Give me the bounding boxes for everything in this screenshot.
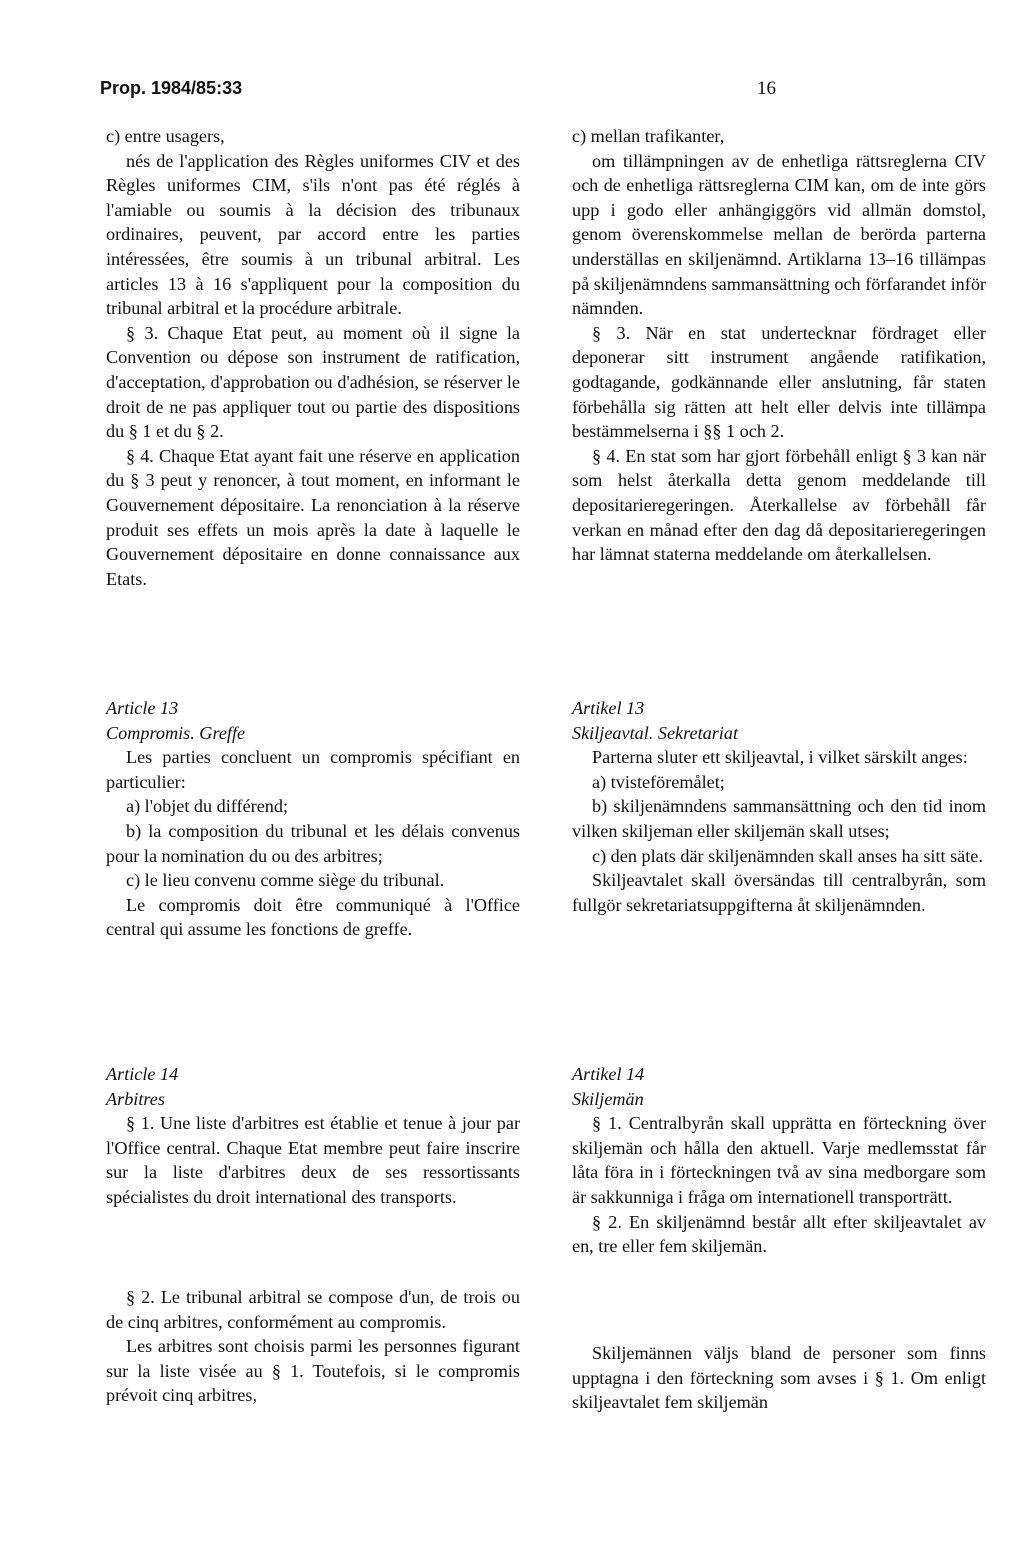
fr-article-13-subheading: Compromis. Greffe [106, 722, 246, 743]
fr-paragraph-s1: § 1. Une liste d'arbitres est établie et tenue à jour par l'Office central. Chaque Etat membre peut faire inscrire sur la liste d'arbitres deux de ses ressortissants spécialistes du droit international des transports. [106, 1113, 520, 1207]
fr-list-item: a) l'objet du différend; [126, 796, 289, 817]
fr-list-item: c) le lieu convenu comme siège du tribunal. [126, 870, 445, 891]
fr-paragraph: nés de l'application des Règles uniformes CIV et des Règles uniformes CIM, s'ils n'ont pas été réglés à l'amiable ou soumis à la décision des tribunaux ordinaires, peuvent, par accord entre les parties intéressées, être soumis à un tribunal arbitral. Les articles 13 à 16 s'appliquent pour la composition du tribunal arbitral et la procédure arbitrale. [106, 150, 520, 319]
fr-paragraph: Les arbitres sont choisis parmi les personnes figurant sur la liste visée au § 1. Toutefois, si le compromis prévoit cinq arbitres, [106, 1336, 520, 1406]
running-header-left: Prop. 1984/85:33 [100, 78, 243, 98]
fr-article-13 [106, 696, 520, 942]
sv-article-14 [572, 1062, 986, 1259]
fr-article-14-cont [106, 1285, 520, 1408]
fr-paragraph-s2: § 2. Le tribunal arbitral se compose d'un, de trois ou de cinq arbitres, conformément au compromis. [106, 1287, 520, 1332]
fr-intro-section [106, 124, 520, 591]
fr-article-14-heading: Article 14 [106, 1064, 179, 1084]
sv-item-c: c) mellan trafikanter, [572, 126, 725, 146]
sv-paragraph: Skiljeavtalet skall översändas till centralbyrån, som fullgör sekretariatsuppgifterna åt skiljenämnden. [572, 870, 986, 915]
fr-article-14-subheading: Arbitres [106, 1088, 165, 1109]
sv-article-13-subheading: Skiljeavtal. Sekretariat [572, 722, 738, 743]
sv-article-13-heading: Artikel 13 [572, 698, 645, 718]
sv-paragraph: om tillämpningen av de enhetliga rättsreglerna CIV och de enhetliga rättsreglerna CIM kan, om de inte görs upp i godo eller anhängiggörs vid allmän domstol, genom överenskommelse mellan de berörda parterna underställas en skiljenämnd. Artiklarna 13–16 tillämpas på skiljenämndens sammansättning och förfarandet inför nämnden. [572, 150, 986, 319]
sv-list-item: b) skiljenämndens sammansättning och den tid inom vilken skiljeman eller skiljemän skall utses; [572, 796, 986, 841]
sv-intro-section [572, 124, 986, 567]
sv-paragraph-s2: § 2. En skiljenämnd består allt efter skiljeavtalet av en, tre eller fem skiljemän. [572, 1211, 986, 1257]
sv-article-14-cont [572, 1341, 986, 1415]
page-number: 16 [757, 78, 776, 99]
sv-paragraph-s1: § 1. Centralbyrån skall upprätta en förteckning över skiljemän och hålla den aktuell. Varje medlemsstat får låta föra in i förteckningen två av sina medborgare som är sakkunniga i fråga om internationell transporträtt. [572, 1113, 986, 1207]
fr-article-13-heading: Article 13 [106, 698, 179, 718]
fr-paragraph-s3: § 3. Chaque Etat peut, au moment où il signe la Convention ou dépose son instrument de ratification, d'acceptation, d'approbation ou d'adhésion, se réserver le droit de ne pas appliquer tout ou partie des dispositions du § 1 et du § 2. [106, 322, 520, 442]
fr-item-c: c) entre usagers, [106, 126, 225, 146]
sv-article-14-subheading: Skiljemän [572, 1088, 644, 1109]
sv-article-14-heading: Artikel 14 [572, 1064, 645, 1084]
sv-paragraph-s3: § 3. När en stat undertecknar fördraget eller deponerar sitt instrument angående ratifikation, godtagande, godkännande eller anslutning, får staten förbehålla sig rätten att helt eller delvis inte tillämpa bestämmelserna i §§ 1 och 2. [572, 322, 986, 442]
fr-paragraph: Le compromis doit être communiqué à l'Office central qui assume les fonctions de greffe. [106, 894, 520, 940]
sv-paragraph: Skiljemännen väljs bland de personer som finns upptagna i den förteckning som avses i § 1. Om enligt skiljeavtalet fem skiljemän [572, 1343, 986, 1413]
fr-article-14 [106, 1062, 520, 1210]
sv-article-13 [572, 696, 986, 917]
sv-list-item: a) tvisteföremålet; [592, 771, 725, 792]
fr-list-item: b) la composition du tribunal et les délais convenus pour la nomination du ou des arbitres; [106, 820, 520, 866]
sv-list-item: c) den plats där skiljenämnden skall anses ha sitt säte. [592, 845, 983, 866]
sv-paragraph: Parterna sluter ett skiljeavtal, i vilket särskilt anges: [592, 747, 968, 768]
sv-paragraph-s4: § 4. En stat som har gjort förbehåll enligt § 3 kan när som helst återkalla detta genom meddelande till depositarieregeringen. Återkallelse av förbehåll får verkan en månad efter den dag då depositarieregeringen har lämnat staterna meddelande om återkallelsen. [572, 445, 986, 565]
fr-paragraph: Les parties concluent un compromis spécifiant en particulier: [106, 747, 520, 792]
fr-paragraph-s4: § 4. Chaque Etat ayant fait une réserve en application du § 3 peut y renoncer, à tout moment, en informant le Gouvernement dépositaire. La renonciation à la réserve produit ses effets un mois après la date à laquelle le Gouvernement dépositaire en donne connaissance aux Etats. [106, 445, 520, 589]
